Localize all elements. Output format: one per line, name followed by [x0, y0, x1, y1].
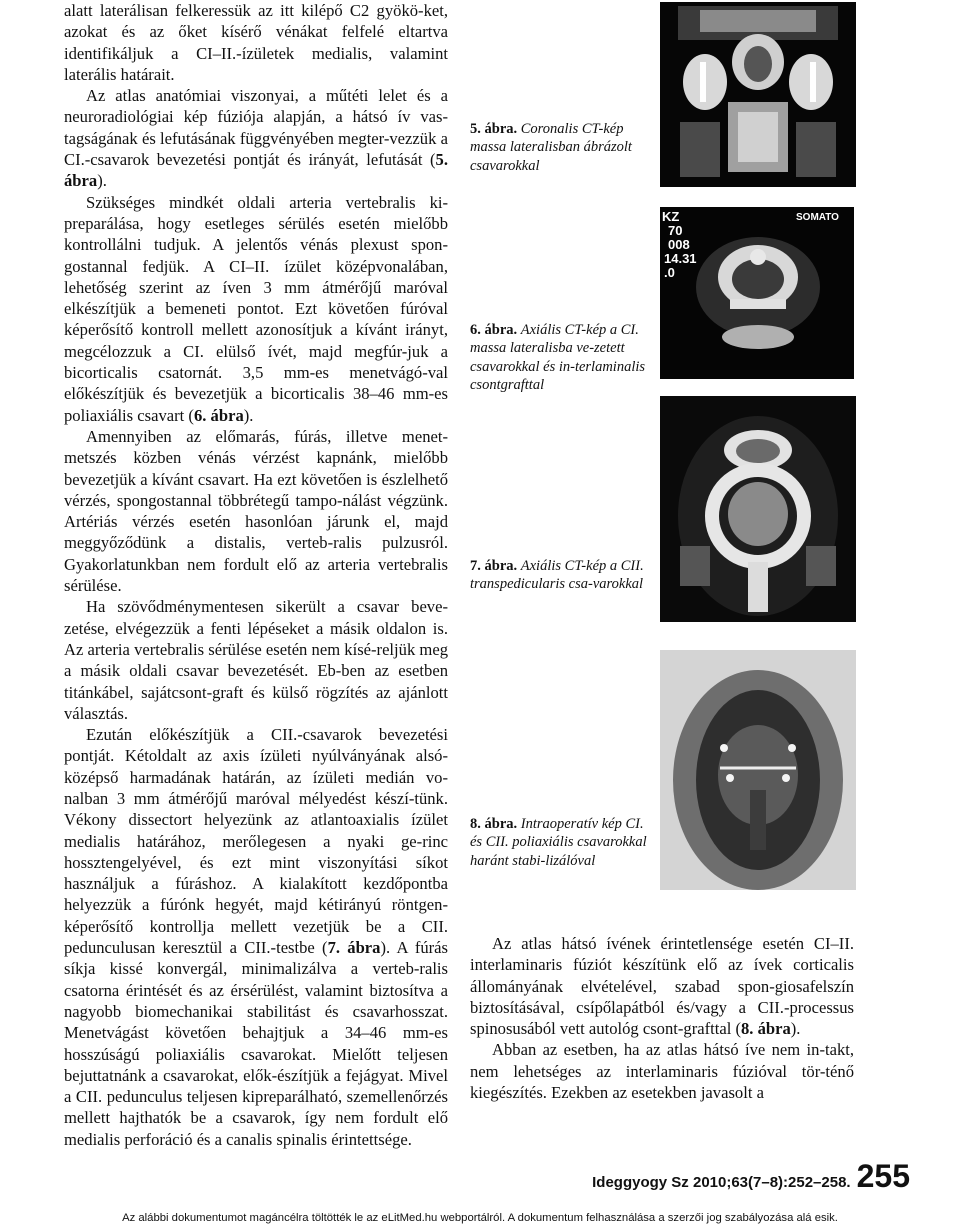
figure-6-image — [660, 207, 854, 379]
figure-7-text: Axiális CT-kép a CII. transpedicularis csa-varokkal — [470, 558, 644, 593]
ct-overlay-line-5: .0 — [664, 265, 675, 280]
coronal-ct-graphic — [660, 2, 856, 187]
ct-overlay-line-4: 14.31 — [664, 251, 697, 266]
axial-ct-ci-graphic — [660, 207, 854, 379]
figure-5-text: Coronalis CT-kép massa lateralisban ábrázolt csavarokkal — [470, 121, 632, 174]
right-text-column — [470, 933, 854, 1103]
paragraph-text: Ezután előkészítjük a CII.-csavarok bevezetési pontját. Kétoldalt az axis ízületi nyúlványának alsó-középső harmadának határán, az ízületi medián vo-nalban 3 mm átmérőjű maróval mélyedést készí-tünk. Vékony dissectort helyezünk az atlantoaxialis ízület medialis határához, merőlegesen a nyaki ge-rinc hossztengelyével, és ezt mint viszonyítási síkot használjuk a fúráshoz. A kialakított kezdőpontba helyezzük a fúrónk hegyét, majd kétirányú röntgen-képerősítő kontrollja mellett vezetjük be a CII. pedunculusan keresztül a CII.-testbe ( — [64, 725, 448, 958]
journal-citation — [592, 1158, 910, 1195]
left-paragraph — [64, 426, 448, 596]
figure-6-number: 6. ábra. — [470, 322, 518, 338]
paragraph-text: Az atlas hátsó ívének érintetlensége esetén CI–II. interlaminaris fúziót készítünk elő az ívek corticalis állományának elvételével, szabad spon-giosafelszín biztosításával, csípőlapátból és/vagy a CII.-processus spinosusából vett autológ csont-grafttal ( — [470, 934, 854, 1039]
figure-7-image — [660, 396, 856, 622]
right-paragraph — [470, 933, 854, 1039]
paragraph-text: Szükséges mindkét oldali arteria vertebralis ki-preparálása, hogy esetleges sérülés esetén mielőbb kontrollálni tudjuk. A jelentős vénás plexust spon-gostannal fedjük. A CI–II. ízület középvonalában, lehetőség szerint az íven 3 mm átmérőjű maróval elkészítjük a bemeneti pontot. Ezt követően fúróval képerősítő kontroll mellett azonosítjuk a kívánt irányt, megcélozzuk a CI. elülső ívét, majd megfúr-juk a bicorticalis csatornát. 3,5 mm-es menetvágó-val előkészítjük és bevezetjük a bicorticalis 38–46 mm-es poliaxiális csavart ( — [64, 192, 448, 425]
paragraph-text: ). A fúrás síkja kissé konvergál, minimalizálva a verteb-ralis csatorna érintését és az érsérülést, valamint biztosítva a nagyobb biomechanikai stabilitást és csavarhosszat. Menetvágást követően behajtjuk a 34–46 mm-es hosszúságú poliaxiális csavarokat. Mielőtt teljesen bejuttatnánk a csavarokat, elők-észítjük a fejágyat. Mivel a CII. pedunculus teljesen kipreparálható, szemellenőrzés mellett hajthatók be a csavarok, így nem fordult elő medialis perforáció és a canalis spinalis érintettsége. — [64, 938, 449, 1149]
figure-reference: 8. ábra — [740, 1019, 791, 1039]
figure-5-caption — [470, 120, 650, 175]
left-paragraph — [64, 724, 448, 1150]
figure-7-number: 7. ábra. — [470, 558, 518, 574]
paragraph-text: ). — [790, 1019, 801, 1039]
ct-overlay-line-3: 008 — [668, 237, 690, 252]
paragraph-text: ). — [243, 405, 254, 425]
figure-8-image — [660, 650, 856, 890]
paragraph-text: Amennyiben az előmarás, fúrás, illetve menet-metszés közben vénás vérzést kapnánk, mielőbb bevezetjük a kívánt csavart. Ha ezt követően is észlelhető vérzés, spongostannal többrétegű tampo-nálást végzünk. Artériás vérzés esetén hasonlóan járunk el, majd meggyőződünk a distalis, verteb-ralis pulzusról. Gyakorlatunkban nem fordult elő az arteria vertebralis sérülése. — [64, 426, 448, 596]
journal-reference: Ideggyogy Sz 2010;63(7–8):252–258. — [592, 1174, 851, 1191]
figure-8-text: Intraoperatív kép CI. és CII. poliaxiális csavarokkal haránt stabi-lizálóval — [470, 816, 647, 869]
figure-5-number: 5. ábra. — [470, 121, 518, 137]
paragraph-text: Az atlas anatómiai viszonyai, a műtéti lelet és a neuroradiológiai kép fúziója alapján, a hátsó ív vas-tagságának és lefutásának függvényében megter-vezzük a CI.-csavarok bevezetési pontját és irányát, lefutását ( — [64, 86, 448, 170]
figure-reference: 5. ábra — [64, 150, 448, 191]
paragraph-text: Abban az esetben, ha az atlas hátsó íve nem in-takt, nem lehetséges az interlaminaris fúzióval tör-ténő kiegészítés. Ezekben az esetekben javasolt a — [470, 1040, 854, 1103]
figure-6-caption — [470, 321, 650, 394]
figure-7-caption — [470, 557, 650, 594]
axial-ct-cii-graphic — [660, 396, 856, 622]
left-paragraph — [64, 192, 448, 426]
figure-reference: 7. ábra — [327, 938, 381, 958]
page-number: 255 — [856, 1158, 910, 1194]
ct-overlay-right: SOMATO — [796, 212, 839, 223]
figure-reference: 6. ábra — [193, 405, 244, 425]
figure-8-number: 8. ábra. — [470, 816, 518, 832]
paragraph-text: alatt laterálisan felkeressük az itt kilépő C2 gyökö-ket, azokat és az őket kísérő vénákat felfelé eltartva identifikáljuk a CI–II.-ízületek medialis, valamint laterális határait. — [64, 1, 448, 84]
download-notice: Az alábbi dokumentumot magáncélra töltötték le az eLitMed.hu webportálról. A dokumentum felhasználása a szerzői jog szabályozása alá esik. — [122, 1212, 838, 1224]
left-paragraph — [64, 596, 448, 724]
paragraph-text: Ha szövődménymentesen sikerült a csavar beve-zetése, elvégezzük a fenti lépéseket a másik oldalon is. Az arteria vertebralis sérülése esetén nem kísé-reljük meg a másik oldali csavar bevezetését. Eb-ben az esetben titánkábel, sajátcsont-graft és külső rögzítés az ajánlott választás. — [64, 597, 448, 723]
intraoperative-photo-graphic — [660, 650, 856, 890]
left-paragraph — [64, 0, 448, 85]
right-paragraph — [470, 1039, 854, 1103]
ct-overlay-line-1: KZ — [662, 209, 680, 224]
left-text-column — [64, 0, 448, 1150]
left-paragraph — [64, 85, 448, 191]
figure-8-caption — [470, 815, 650, 870]
ct-overlay-line-2: 70 — [668, 223, 683, 238]
paragraph-text: ). — [97, 171, 107, 191]
figure-6-text: Axiális CT-kép a CI. massa lateralisba ve-zetett csavarokkal és in-terlaminalis csontgrafttal — [470, 322, 646, 393]
figure-5-image — [660, 2, 856, 187]
